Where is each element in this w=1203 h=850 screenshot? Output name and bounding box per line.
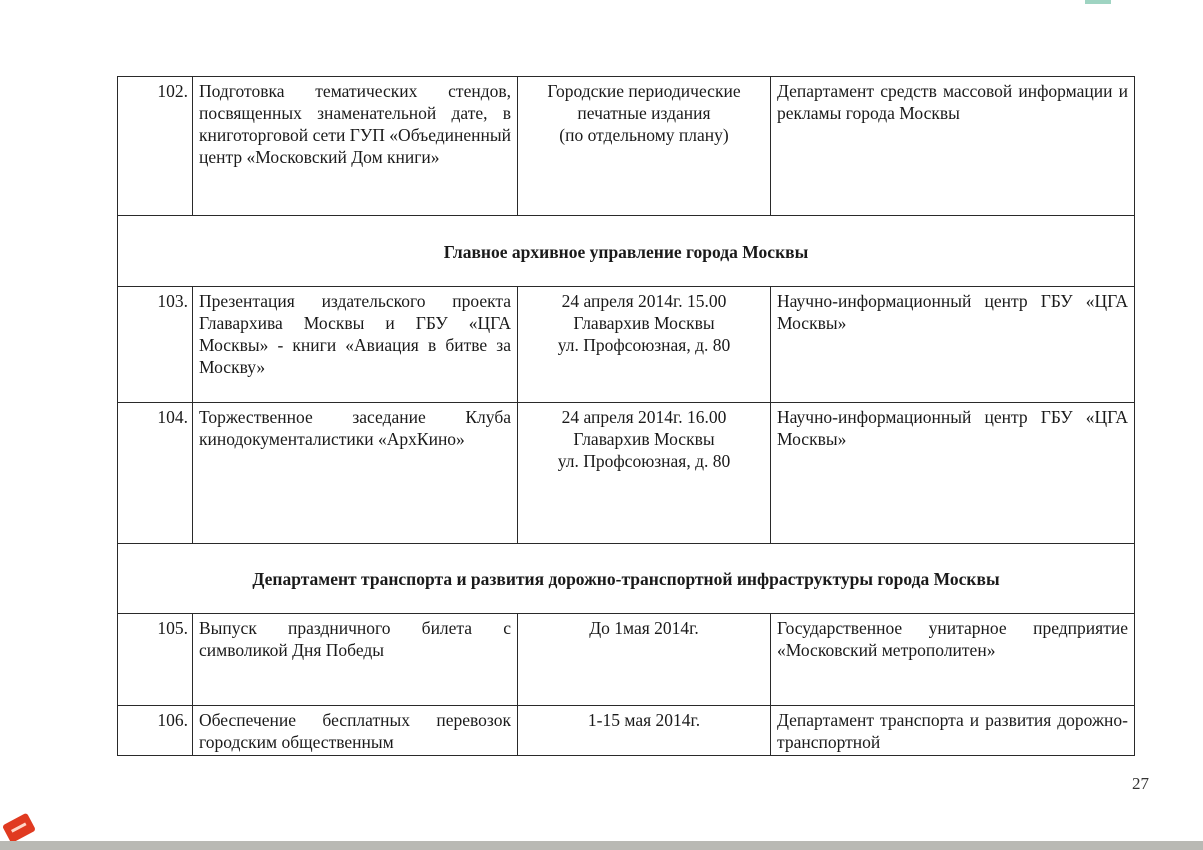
corner-mark: [1085, 0, 1111, 4]
event-when-where: [518, 403, 771, 544]
event-when-where: [518, 77, 771, 216]
event-when-where: [518, 287, 771, 403]
table-row-105: [118, 614, 1135, 706]
page-number: 27: [1132, 774, 1149, 793]
row-number: 104.: [118, 403, 193, 544]
event-responsible: Научно-информационный центр ГБУ «ЦГА Москвы»: [771, 403, 1135, 544]
row-number: 106.: [118, 706, 193, 756]
event-responsible: Департамент транспорта и развития дорожно-транспортной: [771, 706, 1135, 756]
row-number: 102.: [118, 77, 193, 216]
table-row-106: [118, 706, 1135, 756]
when-line: 24 апреля 2014г. 16.00: [561, 407, 727, 427]
when-line: (по отдельному плану): [559, 125, 729, 145]
event-responsible: Государственное унитарное предприятие «Московский метрополитен»: [771, 614, 1135, 706]
event-description: Выпуск праздничного билета с символикой Дня Победы: [193, 614, 518, 706]
when-line: Городские периодические: [547, 81, 741, 101]
table-row-102: [118, 77, 1135, 216]
event-when-where: До 1мая 2014г.: [518, 614, 771, 706]
section-row-transport: [118, 544, 1135, 614]
when-line: ул. Профсоюзная, д. 80: [557, 335, 731, 355]
event-description: Презентация издательского проекта Главархива Москвы и ГБУ «ЦГА Москвы» - книги «Авиация в битве за Москву»: [193, 287, 518, 403]
scan-edge: [0, 841, 1203, 850]
when-line: Главархив Москвы: [573, 429, 715, 449]
table-row-104: [118, 403, 1135, 544]
event-responsible: Департамент средств массовой информации и рекламы города Москвы: [771, 77, 1135, 216]
section-row-archive: [118, 216, 1135, 287]
when-line: печатные издания: [577, 103, 711, 123]
events-table: [117, 76, 1135, 756]
section-heading: Департамент транспорта и развития дорожно-транспортной инфраструктуры города Москвы: [118, 544, 1135, 614]
event-description: Подготовка тематических стендов, посвященных знаменательной дате, в книготорговой сети ГУП «Объединенный центр «Московский Дом книги»: [193, 77, 518, 216]
table-row-103: [118, 287, 1135, 403]
event-description: Торжественное заседание Клуба кинодокументалистики «АрхКино»: [193, 403, 518, 544]
event-responsible: Научно-информационный центр ГБУ «ЦГА Москвы»: [771, 287, 1135, 403]
event-when-where: 1-15 мая 2014г.: [518, 706, 771, 756]
section-heading: Главное архивное управление города Москвы: [118, 216, 1135, 287]
row-number: 103.: [118, 287, 193, 403]
when-line: 24 апреля 2014г. 15.00: [561, 291, 727, 311]
row-number: 105.: [118, 614, 193, 706]
corner-stamp-logo: [2, 813, 36, 844]
when-line: ул. Профсоюзная, д. 80: [557, 451, 731, 471]
event-description: Обеспечение бесплатных перевозок городским общественным: [193, 706, 518, 756]
when-line: Главархив Москвы: [573, 313, 715, 333]
